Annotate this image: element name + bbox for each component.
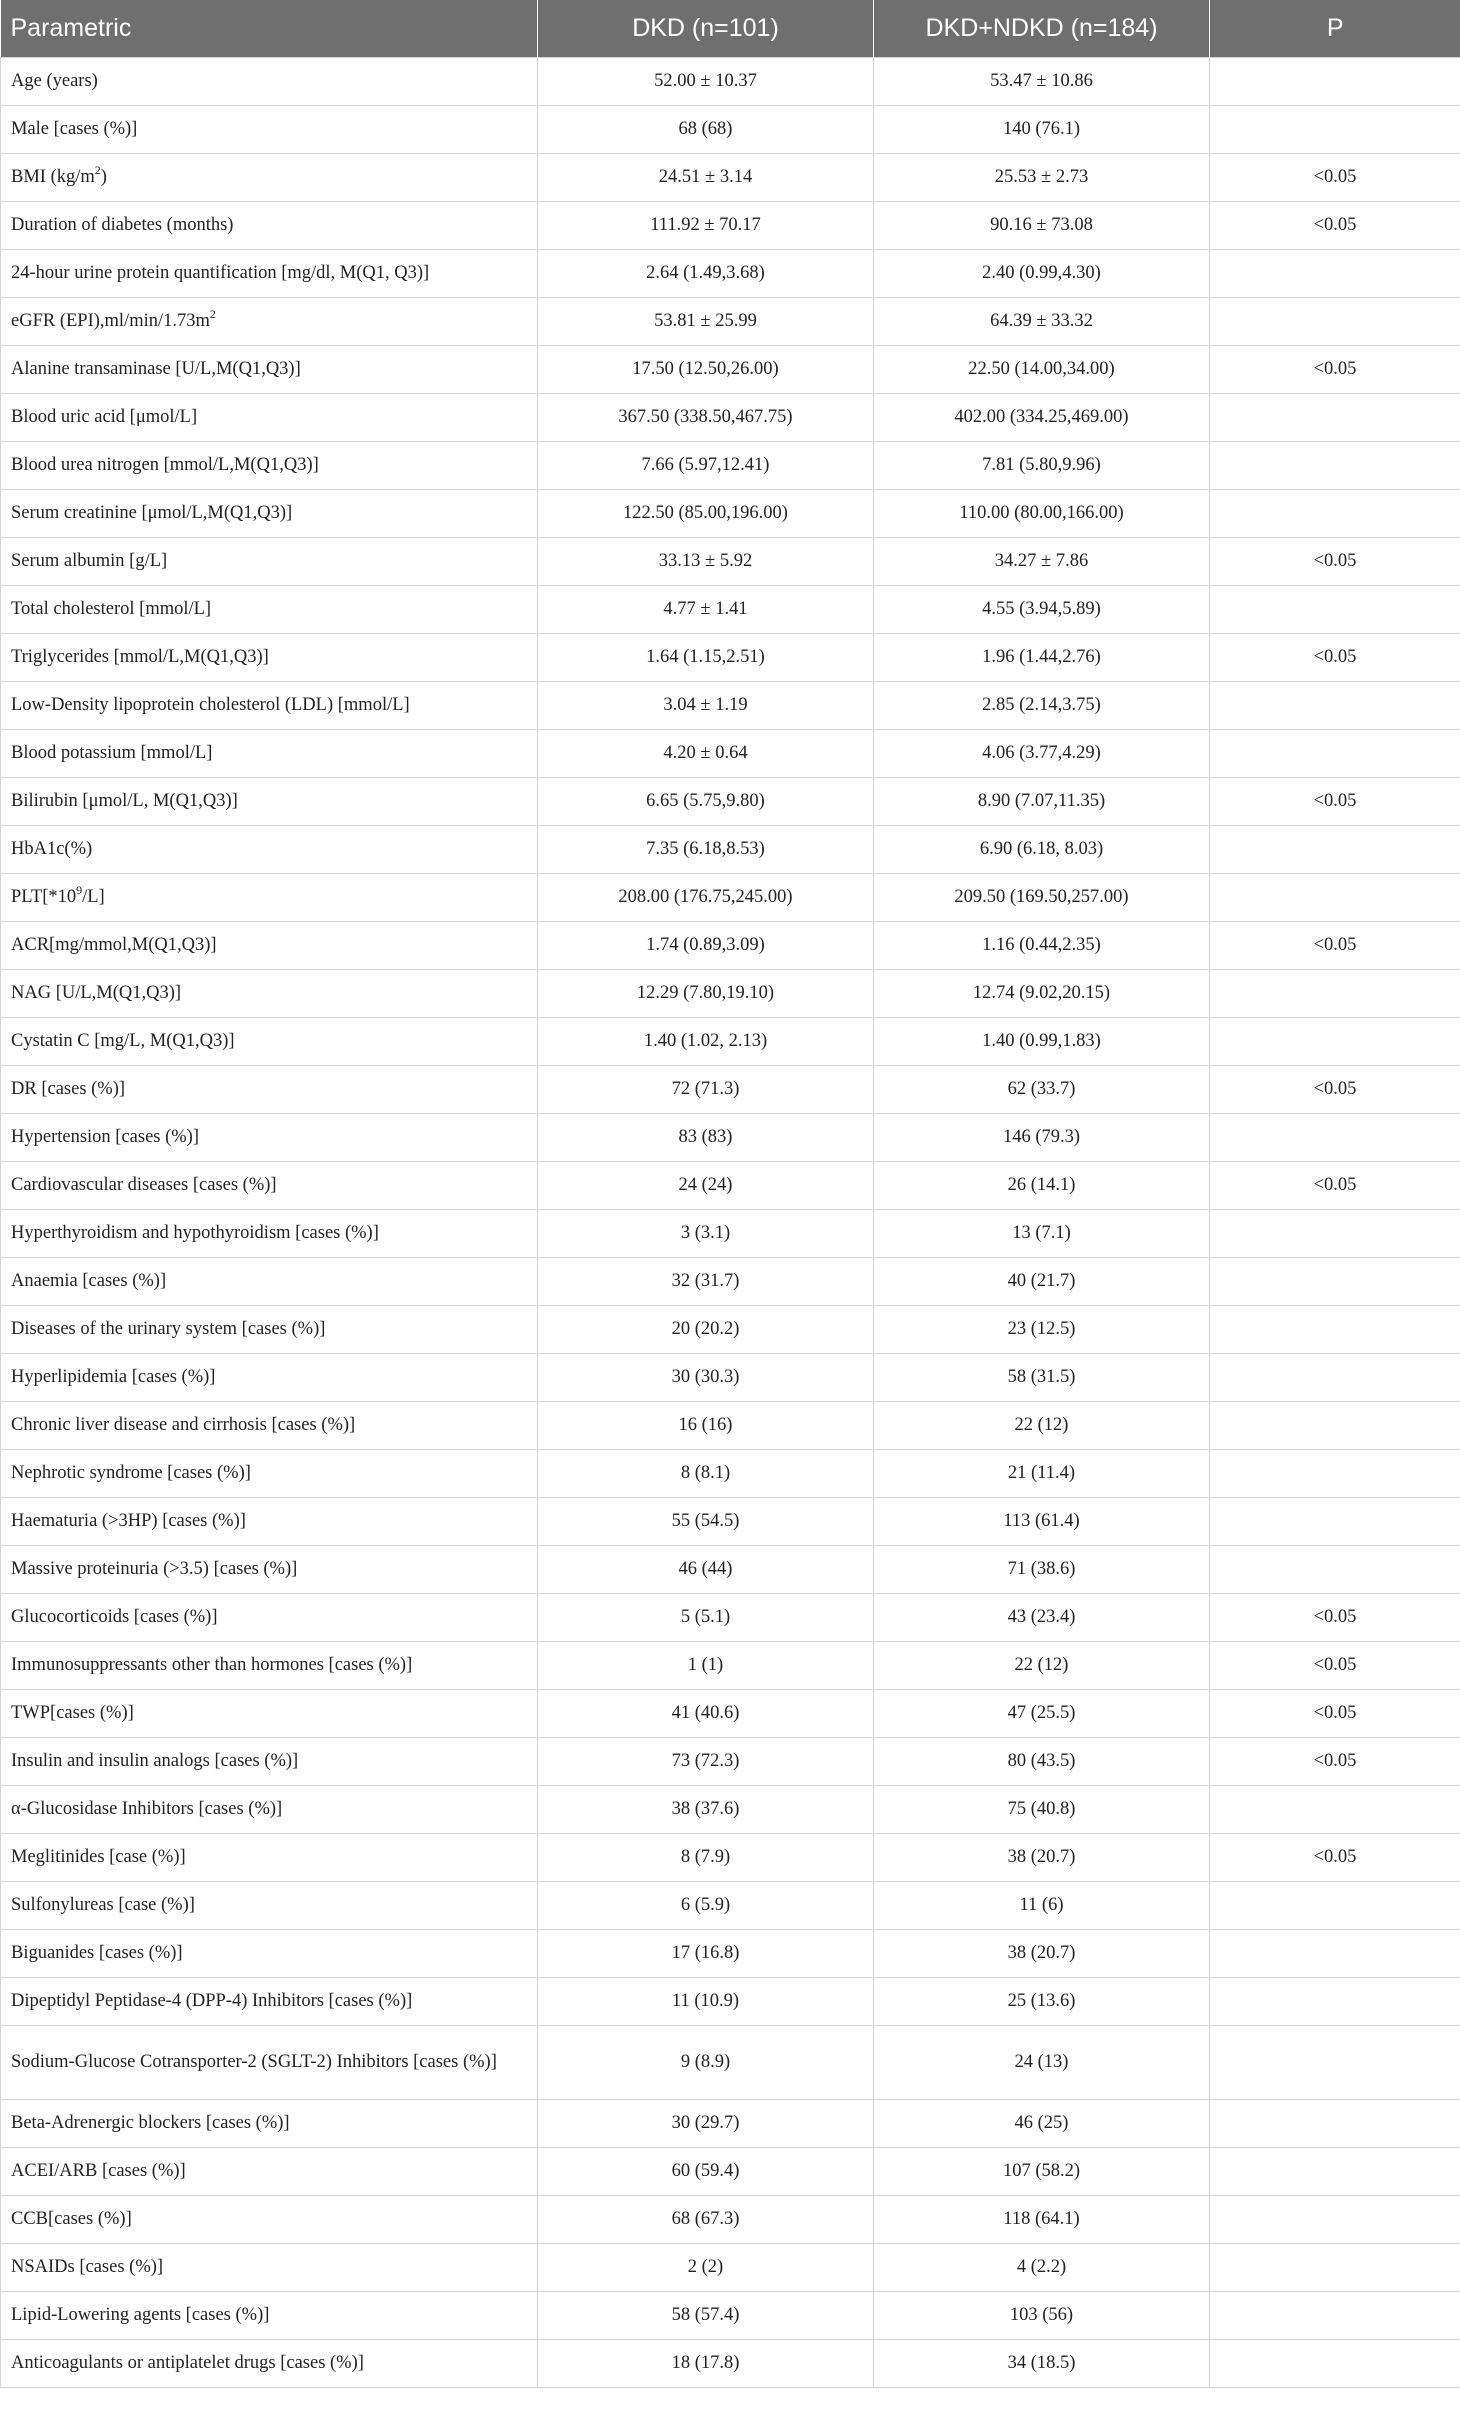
table-row (1, 778, 1460, 826)
p-value-cell (1210, 682, 1460, 730)
param-cell: Cystatin C [mg/L, M(Q1,Q3)] (1, 1018, 538, 1066)
dkd-ndkd-value-cell: 107 (58.2) (874, 2148, 1210, 2196)
p-value-cell: <0.05 (1210, 1690, 1460, 1738)
table-row (1, 874, 1460, 922)
p-value-cell (1210, 1210, 1460, 1258)
dkd-value-cell: 208.00 (176.75,245.00) (538, 874, 874, 922)
dkd-value-cell: 18 (17.8) (538, 2340, 874, 2388)
param-cell (1, 298, 538, 346)
dkd-value-cell: 2 (2) (538, 2244, 874, 2292)
table-row (1, 154, 1460, 202)
dkd-ndkd-value-cell: 13 (7.1) (874, 1210, 1210, 1258)
header-dkd: DKD (n=101) (538, 0, 874, 58)
dkd-ndkd-value-cell: 24 (13) (874, 2026, 1210, 2100)
dkd-ndkd-value-cell: 38 (20.7) (874, 1930, 1210, 1978)
dkd-value-cell: 60 (59.4) (538, 2148, 874, 2196)
table-row (1, 2292, 1460, 2340)
table-row (1, 106, 1460, 154)
dkd-value-cell: 68 (68) (538, 106, 874, 154)
param-cell: Alanine transaminase [U/L,M(Q1,Q3)] (1, 346, 538, 394)
table-row (1, 730, 1460, 778)
param-cell: NSAIDs [cases (%)] (1, 2244, 538, 2292)
p-value-cell (1210, 1354, 1460, 1402)
p-value-cell: <0.05 (1210, 1594, 1460, 1642)
p-value-cell (1210, 2292, 1460, 2340)
p-value-cell (1210, 58, 1460, 106)
param-cell: Glucocorticoids [cases (%)] (1, 1594, 538, 1642)
dkd-ndkd-value-cell: 140 (76.1) (874, 106, 1210, 154)
dkd-value-cell: 6.65 (5.75,9.80) (538, 778, 874, 826)
p-value-cell (1210, 1882, 1460, 1930)
table-row (1, 1834, 1460, 1882)
table-row (1, 2340, 1460, 2388)
param-cell: ACEI/ARB [cases (%)] (1, 2148, 538, 2196)
table-row (1, 1066, 1460, 1114)
dkd-value-cell: 20 (20.2) (538, 1306, 874, 1354)
dkd-value-cell: 24 (24) (538, 1162, 874, 1210)
param-cell: Hyperthyroidism and hypothyroidism [cases (%)] (1, 1210, 538, 1258)
dkd-ndkd-value-cell: 146 (79.3) (874, 1114, 1210, 1162)
dkd-ndkd-value-cell: 103 (56) (874, 2292, 1210, 2340)
table-row (1, 826, 1460, 874)
p-value-cell (1210, 2026, 1460, 2100)
dkd-ndkd-value-cell: 23 (12.5) (874, 1306, 1210, 1354)
dkd-value-cell: 33.13 ± 5.92 (538, 538, 874, 586)
param-cell: Immunosuppressants other than hormones [cases (%)] (1, 1642, 538, 1690)
dkd-value-cell: 1.40 (1.02, 2.13) (538, 1018, 874, 1066)
param-cell: TWP[cases (%)] (1, 1690, 538, 1738)
dkd-ndkd-value-cell: 4 (2.2) (874, 2244, 1210, 2292)
param-cell: Triglycerides [mmol/L,M(Q1,Q3)] (1, 634, 538, 682)
dkd-value-cell: 30 (30.3) (538, 1354, 874, 1402)
dkd-value-cell: 24.51 ± 3.14 (538, 154, 874, 202)
dkd-ndkd-value-cell: 26 (14.1) (874, 1162, 1210, 1210)
dkd-ndkd-value-cell: 402.00 (334.25,469.00) (874, 394, 1210, 442)
param-cell: HbA1c(%) (1, 826, 538, 874)
dkd-value-cell: 52.00 ± 10.37 (538, 58, 874, 106)
table-row (1, 1690, 1460, 1738)
p-value-cell: <0.05 (1210, 202, 1460, 250)
p-value-cell (1210, 490, 1460, 538)
dkd-ndkd-value-cell: 34 (18.5) (874, 2340, 1210, 2388)
p-value-cell (1210, 2244, 1460, 2292)
dkd-ndkd-value-cell: 71 (38.6) (874, 1546, 1210, 1594)
p-value-cell (1210, 1498, 1460, 1546)
dkd-ndkd-value-cell: 40 (21.7) (874, 1258, 1210, 1306)
p-value-cell: <0.05 (1210, 1834, 1460, 1882)
dkd-ndkd-value-cell: 90.16 ± 73.08 (874, 202, 1210, 250)
dkd-ndkd-value-cell: 110.00 (80.00,166.00) (874, 490, 1210, 538)
dkd-ndkd-value-cell: 4.06 (3.77,4.29) (874, 730, 1210, 778)
p-value-cell (1210, 1258, 1460, 1306)
dkd-value-cell: 16 (16) (538, 1402, 874, 1450)
param-cell: Blood potassium [mmol/L] (1, 730, 538, 778)
param-cell: Sodium-Glucose Cotransporter-2 (SGLT-2) Inhibitors [cases (%)] (1, 2026, 538, 2100)
dkd-value-cell: 7.66 (5.97,12.41) (538, 442, 874, 490)
dkd-value-cell: 12.29 (7.80,19.10) (538, 970, 874, 1018)
p-value-cell (1210, 1018, 1460, 1066)
param-cell: Dipeptidyl Peptidase-4 (DPP-4) Inhibitors [cases (%)] (1, 1978, 538, 2026)
dkd-value-cell: 30 (29.7) (538, 2100, 874, 2148)
table-row (1, 298, 1460, 346)
dkd-value-cell: 1 (1) (538, 1642, 874, 1690)
dkd-ndkd-value-cell: 62 (33.7) (874, 1066, 1210, 1114)
param-cell: ACR[mg/mmol,M(Q1,Q3)] (1, 922, 538, 970)
p-value-cell (1210, 730, 1460, 778)
table-row (1, 2100, 1460, 2148)
table-row (1, 1978, 1460, 2026)
p-value-cell (1210, 2148, 1460, 2196)
param-text-suffix: /L] (82, 887, 105, 907)
dkd-ndkd-value-cell: 34.27 ± 7.86 (874, 538, 1210, 586)
param-cell: Age (years) (1, 58, 538, 106)
table-row (1, 1210, 1460, 1258)
p-value-cell (1210, 298, 1460, 346)
param-text-suffix: ) (100, 167, 107, 187)
p-value-cell (1210, 970, 1460, 1018)
dkd-value-cell: 38 (37.6) (538, 1786, 874, 1834)
dkd-value-cell: 6 (5.9) (538, 1882, 874, 1930)
dkd-ndkd-value-cell: 113 (61.4) (874, 1498, 1210, 1546)
dkd-value-cell: 367.50 (338.50,467.75) (538, 394, 874, 442)
p-value-cell (1210, 1546, 1460, 1594)
dkd-ndkd-value-cell: 209.50 (169.50,257.00) (874, 874, 1210, 922)
table-row (1, 1162, 1460, 1210)
dkd-ndkd-value-cell: 1.96 (1.44,2.76) (874, 634, 1210, 682)
dkd-value-cell: 41 (40.6) (538, 1690, 874, 1738)
p-value-cell: <0.05 (1210, 538, 1460, 586)
table-row (1, 202, 1460, 250)
param-cell: α-Glucosidase Inhibitors [cases (%)] (1, 1786, 538, 1834)
param-cell: Sulfonylureas [case (%)] (1, 1882, 538, 1930)
param-cell: Total cholesterol [mmol/L] (1, 586, 538, 634)
p-value-cell (1210, 106, 1460, 154)
param-cell: Blood urea nitrogen [mmol/L,M(Q1,Q3)] (1, 442, 538, 490)
table-row (1, 346, 1460, 394)
dkd-value-cell: 9 (8.9) (538, 2026, 874, 2100)
dkd-ndkd-value-cell: 25.53 ± 2.73 (874, 154, 1210, 202)
p-value-cell (1210, 2196, 1460, 2244)
dkd-value-cell: 4.77 ± 1.41 (538, 586, 874, 634)
p-value-cell: <0.05 (1210, 1738, 1460, 1786)
p-value-cell (1210, 586, 1460, 634)
p-value-cell (1210, 250, 1460, 298)
param-cell: Insulin and insulin analogs [cases (%)] (1, 1738, 538, 1786)
p-value-cell (1210, 1402, 1460, 1450)
p-value-cell: <0.05 (1210, 778, 1460, 826)
dkd-value-cell: 2.64 (1.49,3.68) (538, 250, 874, 298)
dkd-value-cell: 8 (8.1) (538, 1450, 874, 1498)
dkd-value-cell: 3 (3.1) (538, 1210, 874, 1258)
param-cell: NAG [U/L,M(Q1,Q3)] (1, 970, 538, 1018)
table-body (1, 58, 1460, 2388)
p-value-cell (1210, 1978, 1460, 2026)
dkd-value-cell: 7.35 (6.18,8.53) (538, 826, 874, 874)
dkd-value-cell: 73 (72.3) (538, 1738, 874, 1786)
table-row (1, 970, 1460, 1018)
param-cell: Serum albumin [g/L] (1, 538, 538, 586)
param-cell: Hyperlipidemia [cases (%)] (1, 1354, 538, 1402)
dkd-value-cell: 5 (5.1) (538, 1594, 874, 1642)
header-row (1, 0, 1460, 58)
dkd-ndkd-value-cell: 38 (20.7) (874, 1834, 1210, 1882)
param-cell: Chronic liver disease and cirrhosis [cases (%)] (1, 1402, 538, 1450)
table-row (1, 2148, 1460, 2196)
dkd-value-cell: 32 (31.7) (538, 1258, 874, 1306)
table-row (1, 1450, 1460, 1498)
table-row (1, 1786, 1460, 1834)
table-row (1, 1258, 1460, 1306)
header-p: P (1210, 0, 1460, 58)
param-text: eGFR (EPI),ml/min/1.73m (11, 311, 210, 331)
dkd-value-cell: 53.81 ± 25.99 (538, 298, 874, 346)
dkd-ndkd-value-cell: 6.90 (6.18, 8.03) (874, 826, 1210, 874)
table-row (1, 1402, 1460, 1450)
table-row (1, 1882, 1460, 1930)
dkd-ndkd-value-cell: 22 (12) (874, 1402, 1210, 1450)
dkd-ndkd-value-cell: 8.90 (7.07,11.35) (874, 778, 1210, 826)
dkd-value-cell: 68 (67.3) (538, 2196, 874, 2244)
param-cell (1, 154, 538, 202)
dkd-ndkd-value-cell: 2.40 (0.99,4.30) (874, 250, 1210, 298)
dkd-value-cell: 1.74 (0.89,3.09) (538, 922, 874, 970)
dkd-value-cell: 46 (44) (538, 1546, 874, 1594)
table-row (1, 1018, 1460, 1066)
table-row (1, 586, 1460, 634)
header-dkd-ndkd: DKD+NDKD (n=184) (874, 0, 1210, 58)
param-cell (1, 874, 538, 922)
param-cell: Haematuria (>3HP) [cases (%)] (1, 1498, 538, 1546)
dkd-value-cell: 1.64 (1.15,2.51) (538, 634, 874, 682)
p-value-cell: <0.05 (1210, 922, 1460, 970)
param-cell: Massive proteinuria (>3.5) [cases (%)] (1, 1546, 538, 1594)
param-cell: Serum creatinine [μmol/L,M(Q1,Q3)] (1, 490, 538, 538)
table-row (1, 1498, 1460, 1546)
table-row (1, 2244, 1460, 2292)
dkd-value-cell: 17 (16.8) (538, 1930, 874, 1978)
param-text: PLT[*10 (11, 887, 77, 907)
param-cell: Duration of diabetes (months) (1, 202, 538, 250)
dkd-value-cell: 58 (57.4) (538, 2292, 874, 2340)
table-row (1, 1306, 1460, 1354)
dkd-value-cell: 3.04 ± 1.19 (538, 682, 874, 730)
dkd-ndkd-value-cell: 46 (25) (874, 2100, 1210, 2148)
param-cell: DR [cases (%)] (1, 1066, 538, 1114)
param-cell: Hypertension [cases (%)] (1, 1114, 538, 1162)
p-value-cell (1210, 874, 1460, 922)
table-row (1, 1642, 1460, 1690)
dkd-ndkd-value-cell: 1.16 (0.44,2.35) (874, 922, 1210, 970)
header-parametric: Parametric (1, 0, 538, 58)
param-cell: Nephrotic syndrome [cases (%)] (1, 1450, 538, 1498)
param-cell: Lipid-Lowering agents [cases (%)] (1, 2292, 538, 2340)
dkd-value-cell: 17.50 (12.50,26.00) (538, 346, 874, 394)
p-value-cell (1210, 442, 1460, 490)
table-row (1, 2026, 1460, 2100)
param-cell: Anaemia [cases (%)] (1, 1258, 538, 1306)
param-cell: 24-hour urine protein quantification [mg/dl, M(Q1, Q3)] (1, 250, 538, 298)
dkd-ndkd-value-cell: 80 (43.5) (874, 1738, 1210, 1786)
dkd-ndkd-value-cell: 22 (12) (874, 1642, 1210, 1690)
param-cell: Biguanides [cases (%)] (1, 1930, 538, 1978)
dkd-value-cell: 83 (83) (538, 1114, 874, 1162)
table-row (1, 682, 1460, 730)
param-cell: CCB[cases (%)] (1, 2196, 538, 2244)
dkd-ndkd-value-cell: 4.55 (3.94,5.89) (874, 586, 1210, 634)
param-superscript: 2 (209, 306, 216, 321)
dkd-ndkd-value-cell: 47 (25.5) (874, 1690, 1210, 1738)
param-cell: Anticoagulants or antiplatelet drugs [cases (%)] (1, 2340, 538, 2388)
table-row (1, 250, 1460, 298)
table-row (1, 1354, 1460, 1402)
dkd-value-cell: 111.92 ± 70.17 (538, 202, 874, 250)
param-cell: Diseases of the urinary system [cases (%)] (1, 1306, 538, 1354)
p-value-cell (1210, 2100, 1460, 2148)
param-superscript: 2 (94, 162, 101, 177)
dkd-ndkd-value-cell: 58 (31.5) (874, 1354, 1210, 1402)
dkd-value-cell: 55 (54.5) (538, 1498, 874, 1546)
param-cell: Low-Density lipoprotein cholesterol (LDL) [mmol/L] (1, 682, 538, 730)
table-row (1, 2196, 1460, 2244)
table-row (1, 1930, 1460, 1978)
table-row (1, 1114, 1460, 1162)
dkd-ndkd-value-cell: 11 (6) (874, 1882, 1210, 1930)
dkd-value-cell: 72 (71.3) (538, 1066, 874, 1114)
table-row (1, 538, 1460, 586)
dkd-value-cell: 4.20 ± 0.64 (538, 730, 874, 778)
param-cell: Beta-Adrenergic blockers [cases (%)] (1, 2100, 538, 2148)
table-row (1, 490, 1460, 538)
p-value-cell: <0.05 (1210, 1162, 1460, 1210)
dkd-ndkd-value-cell: 12.74 (9.02,20.15) (874, 970, 1210, 1018)
p-value-cell: <0.05 (1210, 1642, 1460, 1690)
param-cell: Blood uric acid [μmol/L] (1, 394, 538, 442)
p-value-cell: <0.05 (1210, 346, 1460, 394)
dkd-ndkd-value-cell: 43 (23.4) (874, 1594, 1210, 1642)
p-value-cell (1210, 826, 1460, 874)
table-row (1, 634, 1460, 682)
dkd-value-cell: 8 (7.9) (538, 1834, 874, 1882)
dkd-value-cell: 11 (10.9) (538, 1978, 874, 2026)
dkd-ndkd-value-cell: 21 (11.4) (874, 1450, 1210, 1498)
p-value-cell (1210, 394, 1460, 442)
p-value-cell: <0.05 (1210, 154, 1460, 202)
p-value-cell (1210, 1114, 1460, 1162)
dkd-ndkd-value-cell: 53.47 ± 10.86 (874, 58, 1210, 106)
dkd-value-cell: 122.50 (85.00,196.00) (538, 490, 874, 538)
dkd-ndkd-value-cell: 75 (40.8) (874, 1786, 1210, 1834)
table-header (1, 0, 1460, 58)
param-superscript: 9 (76, 882, 83, 897)
p-value-cell (1210, 1930, 1460, 1978)
p-value-cell: <0.05 (1210, 1066, 1460, 1114)
table-row (1, 922, 1460, 970)
table-row (1, 1738, 1460, 1786)
p-value-cell (1210, 1450, 1460, 1498)
dkd-ndkd-value-cell: 118 (64.1) (874, 2196, 1210, 2244)
param-text: BMI (kg/m (11, 167, 95, 187)
dkd-ndkd-value-cell: 64.39 ± 33.32 (874, 298, 1210, 346)
dkd-ndkd-value-cell: 7.81 (5.80,9.96) (874, 442, 1210, 490)
dkd-ndkd-value-cell: 22.50 (14.00,34.00) (874, 346, 1210, 394)
dkd-ndkd-value-cell: 1.40 (0.99,1.83) (874, 1018, 1210, 1066)
table-row (1, 442, 1460, 490)
dkd-ndkd-value-cell: 25 (13.6) (874, 1978, 1210, 2026)
table-row (1, 394, 1460, 442)
param-cell: Meglitinides [case (%)] (1, 1834, 538, 1882)
table-row (1, 1546, 1460, 1594)
p-value-cell: <0.05 (1210, 634, 1460, 682)
table-row (1, 58, 1460, 106)
param-cell: Bilirubin [μmol/L, M(Q1,Q3)] (1, 778, 538, 826)
param-cell: Cardiovascular diseases [cases (%)] (1, 1162, 538, 1210)
p-value-cell (1210, 1786, 1460, 1834)
table-row (1, 1594, 1460, 1642)
p-value-cell (1210, 1306, 1460, 1354)
param-cell: Male [cases (%)] (1, 106, 538, 154)
p-value-cell (1210, 2340, 1460, 2388)
dkd-ndkd-value-cell: 2.85 (2.14,3.75) (874, 682, 1210, 730)
